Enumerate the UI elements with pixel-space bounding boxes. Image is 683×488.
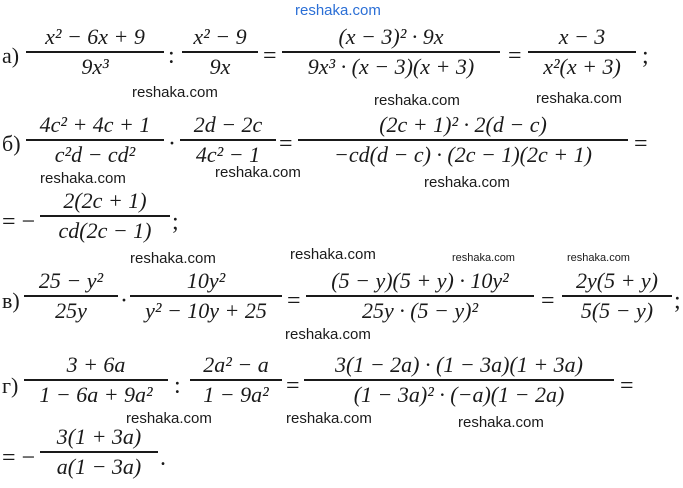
- fraction-bar: [528, 51, 636, 53]
- v-f4-numerator: 2y(5 + y): [575, 268, 659, 293]
- watermark: reshaka.com: [126, 410, 212, 427]
- v-eq-2: =: [541, 288, 555, 314]
- v-end: ;: [674, 288, 681, 314]
- a-eq-2: =: [508, 43, 522, 69]
- a-f4-numerator: x − 3: [558, 24, 606, 49]
- b-eq-2: =: [634, 131, 648, 157]
- a-f1-denominator: 9x³: [81, 54, 109, 79]
- v-fraction-2: [130, 268, 282, 324]
- b-f3-numerator: (2c + 1)² · 2(d − c): [379, 112, 547, 137]
- g-fraction-1: [24, 352, 168, 408]
- b-f4-denominator: cd(2c − 1): [58, 218, 152, 243]
- b-f1-numerator: 4c² + 4c + 1: [39, 112, 151, 137]
- a-fraction-1: [26, 24, 164, 80]
- watermark: reshaka.com: [567, 252, 630, 264]
- b-fraction-2: [180, 112, 276, 168]
- b-end: ;: [172, 209, 179, 235]
- a-eq-1: =: [263, 43, 277, 69]
- v-fraction-1: [24, 268, 118, 324]
- g-end: .: [160, 445, 166, 471]
- v-op-1: ·: [120, 288, 128, 314]
- fraction-bar: [562, 295, 672, 297]
- g-f4-numerator: 3(1 + 3a): [56, 424, 142, 449]
- watermark: reshaka.com: [286, 410, 372, 427]
- g-f4-denominator: a(1 − 3a): [56, 454, 142, 479]
- fraction-bar: [24, 295, 118, 297]
- watermark: reshaka.com: [536, 90, 622, 107]
- watermark: reshaka.com: [458, 414, 544, 431]
- g-op-1: :: [174, 373, 181, 399]
- fraction-bar: [40, 451, 158, 453]
- a-f1-numerator: x² − 6x + 9: [45, 24, 145, 49]
- b-fraction-1: [26, 112, 164, 168]
- v-eq-1: =: [287, 288, 301, 314]
- b-f2-denominator: 4c² − 1: [195, 142, 261, 167]
- g-eq-3: = −: [2, 445, 36, 471]
- a-op-1: :: [168, 43, 175, 69]
- v-fraction-3: [306, 268, 534, 324]
- fraction-bar: [24, 379, 168, 381]
- watermark: reshaka.com: [374, 92, 460, 109]
- g-f3-denominator: (1 − 3a)² · (−a)(1 − 2a): [353, 382, 565, 407]
- b-eq-1: =: [279, 131, 293, 157]
- v-fraction-4: [562, 268, 672, 324]
- fraction-bar: [180, 139, 276, 141]
- watermark: reshaka.com: [285, 326, 371, 343]
- fraction-bar: [182, 51, 258, 53]
- v-f1-numerator: 25 − y²: [38, 268, 104, 293]
- b-fraction-4: [40, 188, 170, 244]
- a-end: ;: [642, 43, 649, 69]
- label-v: в): [2, 288, 20, 313]
- fraction-bar: [304, 379, 614, 381]
- g-eq-1: =: [286, 373, 300, 399]
- watermark: reshaka.com: [424, 174, 510, 191]
- a-f2-denominator: 9x: [209, 54, 231, 79]
- a-fraction-4: [528, 24, 636, 80]
- a-f4-denominator: x²(x + 3): [543, 54, 621, 79]
- v-f3-numerator: (5 − y)(5 + y) · 10y²: [331, 268, 509, 293]
- b-f4-numerator: 2(2c + 1): [63, 188, 147, 213]
- v-f2-numerator: 10y²: [186, 268, 226, 293]
- watermark: reshaka.com: [215, 164, 301, 181]
- fraction-bar: [130, 295, 282, 297]
- watermark: reshaka.com: [130, 250, 216, 267]
- b-op-1: ·: [168, 131, 176, 157]
- fraction-bar: [282, 51, 500, 53]
- a-f3-denominator: 9x³ · (x − 3)(x + 3): [307, 54, 475, 79]
- a-f2-numerator: x² − 9: [193, 24, 247, 49]
- a-fraction-2: [182, 24, 258, 80]
- fraction-bar: [298, 139, 628, 141]
- v-f3-denominator: 25y · (5 − y)²: [361, 298, 479, 323]
- v-f1-denominator: 25y: [55, 298, 87, 323]
- g-f2-numerator: 2a² − a: [203, 352, 269, 377]
- b-f1-denominator: c²d − cd²: [54, 142, 136, 167]
- watermark: reshaka.com: [40, 170, 126, 187]
- v-f2-denominator: y² − 10y + 25: [145, 298, 267, 323]
- g-fraction-2: [190, 352, 282, 408]
- b-eq-3: = −: [2, 209, 36, 235]
- g-f1-numerator: 3 + 6a: [66, 352, 126, 377]
- b-f3-denominator: −cd(d − c) · (2c − 1)(2c + 1): [334, 142, 592, 167]
- g-f3-numerator: 3(1 − 2a) · (1 − 3a)(1 + 3a): [335, 352, 583, 377]
- watermark: reshaka.com: [452, 252, 515, 264]
- label-a: а): [2, 43, 20, 68]
- fraction-bar: [40, 215, 170, 217]
- fraction-bar: [26, 51, 164, 53]
- g-f2-denominator: 1 − 9a²: [203, 382, 269, 407]
- v-f4-denominator: 5(5 − y): [580, 298, 654, 323]
- fraction-bar: [306, 295, 534, 297]
- watermark-top: reshaka.com: [295, 2, 381, 19]
- watermark: reshaka.com: [132, 84, 218, 101]
- g-eq-2: =: [620, 373, 634, 399]
- label-b: б): [2, 131, 21, 156]
- a-fraction-3: [282, 24, 500, 80]
- g-fraction-4: [40, 424, 158, 480]
- g-f1-denominator: 1 − 6a + 9a²: [39, 382, 153, 407]
- fraction-bar: [26, 139, 164, 141]
- fraction-bar: [190, 379, 282, 381]
- g-fraction-3: [304, 352, 614, 408]
- label-g: г): [2, 373, 19, 398]
- b-fraction-3: [298, 112, 628, 168]
- b-f2-numerator: 2d − 2c: [193, 112, 263, 137]
- a-f3-numerator: (x − 3)² · 9x: [338, 24, 444, 49]
- watermark: reshaka.com: [290, 246, 376, 263]
